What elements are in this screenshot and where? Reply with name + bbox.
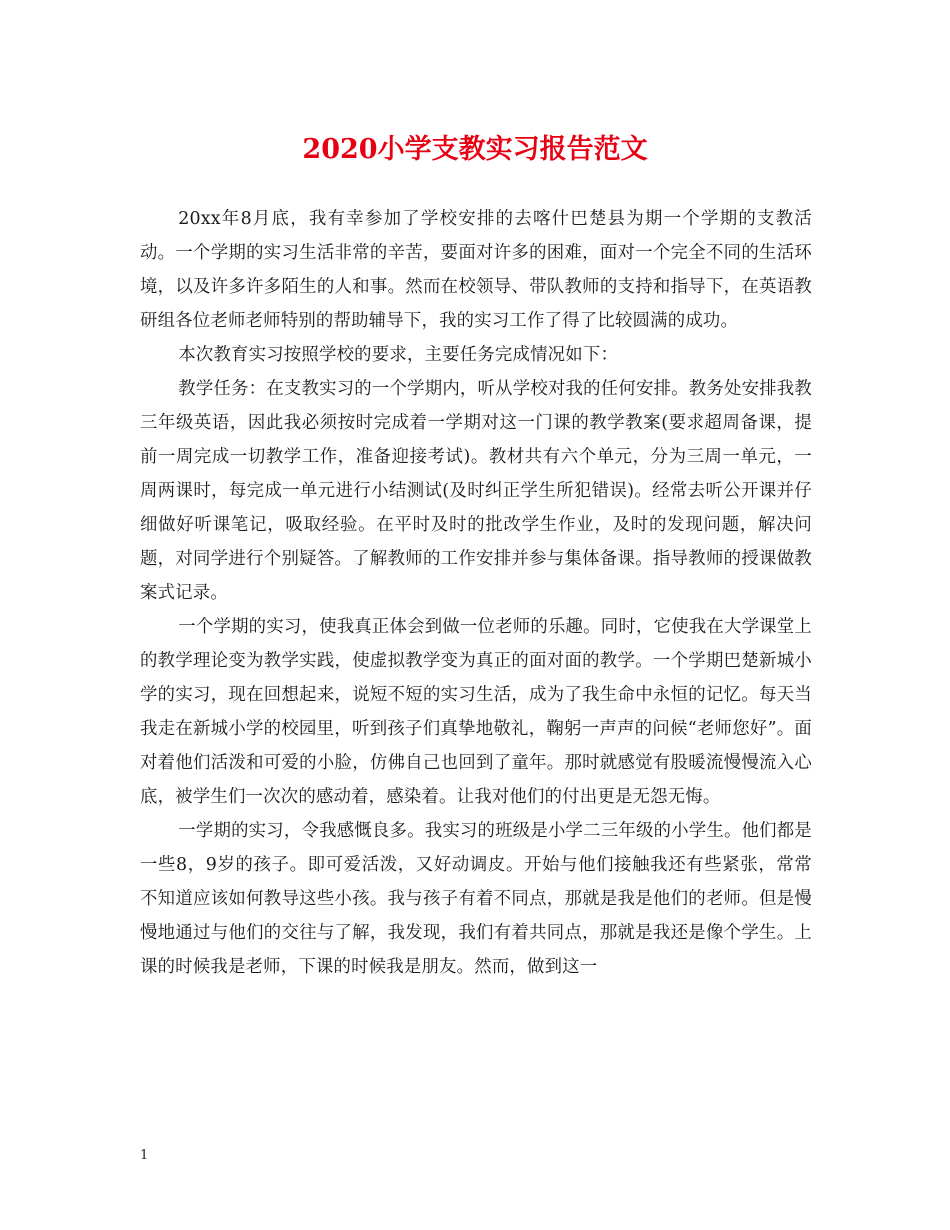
paragraph: 教学任务：在支教实习的一个学期内，听从学校对我的任何安排。教务处安排我教三年级英语，因此我必须按时完成着一学期对这一门课的教学教案(要求超周备课，提前一周完成一切教学工作，准备迎接考试)。教材共有六个单元，分为三周一单元，一周两课时，每完成一单元进行小结测试(及时纠正学生所犯错误)。经常去听公开课并仔细做好听课笔记，吸取经验。在平时及时的批改学生作业，及时的发现问题，解决问题，对同学进行个别疑答。了解教师的工作安排并参与集体备课。指导教师的授课做教案式记录。 — [140, 379, 812, 603]
paragraph: 一学期的实习，令我感慨良多。我实习的班级是小学二三年级的小学生。他们都是一些8，9岁的孩子。即可爱活泼，又好动调皮。开始与他们接触我还有些紧张，常常不知道应该如何教导这些小孩。我与孩子有着不同点，那就是我是他们的老师。但是慢慢地通过与他们的交往与了解，我发现，我们有着共同点，那就是我还是像个学生。上课的时候我是老师，下课的时候我是朋友。然而，做到这一 — [140, 821, 812, 977]
document-title: 2020小学支教实习报告范文 — [302, 134, 648, 165]
document-body — [140, 202, 812, 984]
paragraph: 一个学期的实习，使我真正体会到做一位老师的乐趣。同时，它使我在大学课堂上的教学理论变为教学实践，使虚拟教学变为真正的面对面的教学。一个学期巴楚新城小学的实习，现在回想起来，说短不短的实习生活，成为了我生命中永恒的记忆。每天当我走在新城小学的校园里，听到孩子们真挚地敬礼，鞠躬一声声的问候“老师您好”。面对着他们活泼和可爱的小脸，仿佛自己也回到了童年。那时就感觉有股暖流慢慢流入心底，被学生们一次次的感动着，感染着。让我对他们的付出更是无怨无悔。 — [140, 617, 812, 807]
page-number: 1 — [140, 1148, 149, 1163]
paragraph: 本次教育实习按照学校的要求，主要任务完成情况如下： — [178, 345, 619, 365]
paragraph: 20xx年8月底，我有幸参加了学校安排的去喀什巴楚县为期一个学期的支教活动。一个学期的实习生活非常的辛苦，要面对许多的困难，面对一个完全不同的生活环境，以及许多许多陌生的人和事。然而在校领导、带队教师的支持和指导下，在英语教研组各位老师老师特别的帮助辅导下，我的实习工作了得了比较圆满的成功。 — [140, 209, 812, 331]
